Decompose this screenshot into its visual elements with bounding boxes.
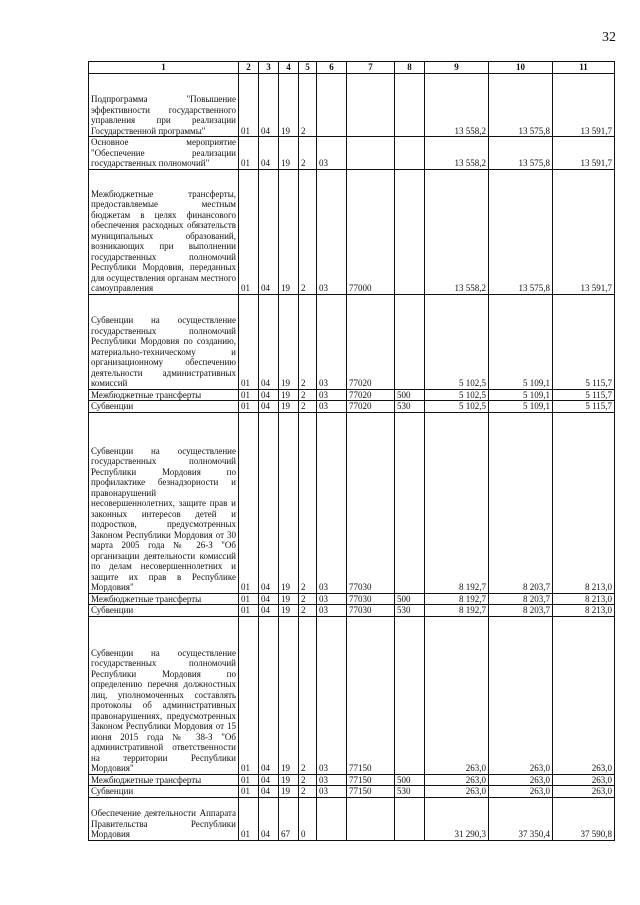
- cell-direction: 77150: [347, 786, 395, 798]
- cell-direction: 77020: [347, 294, 395, 389]
- row-name: Обеспечение деятельности Аппарата Правительства Республики Мордовия: [89, 797, 239, 840]
- budget-table: [88, 61, 615, 841]
- cell-section: 01: [239, 74, 259, 137]
- cell-expense-type: [395, 412, 425, 593]
- cell-subsection: 04: [259, 412, 279, 593]
- cell-expense-type: 500: [395, 593, 425, 605]
- cell-direction: [347, 797, 395, 840]
- cell-subprogram: 2: [299, 294, 317, 389]
- cell-amount-3: 13 591,7: [553, 137, 615, 170]
- col-header-10: 10: [489, 62, 553, 74]
- table-row: [89, 137, 615, 170]
- cell-direction: 77030: [347, 605, 395, 617]
- cell-direction: 77150: [347, 616, 395, 774]
- cell-amount-2: 263,0: [489, 616, 553, 774]
- col-header-9: 9: [425, 62, 489, 74]
- cell-expense-type: [395, 137, 425, 170]
- cell-direction: 77020: [347, 401, 395, 413]
- col-header-7: 7: [347, 62, 395, 74]
- cell-program: 67: [279, 797, 299, 840]
- cell-amount-3: 8 213,0: [553, 605, 615, 617]
- cell-amount-1: 8 192,7: [425, 412, 489, 593]
- cell-section: 01: [239, 786, 259, 798]
- table-row: [89, 786, 615, 798]
- col-header-4: 4: [279, 62, 299, 74]
- cell-amount-2: 8 203,7: [489, 593, 553, 605]
- cell-program: 19: [279, 169, 299, 294]
- cell-amount-2: 5 109,1: [489, 389, 553, 401]
- cell-expense-type: 530: [395, 605, 425, 617]
- cell-direction: [347, 74, 395, 137]
- cell-subprogram: 2: [299, 786, 317, 798]
- cell-subsection: 04: [259, 774, 279, 786]
- row-name: Межбюджетные трансферты: [89, 593, 239, 605]
- cell-section: 01: [239, 169, 259, 294]
- cell-amount-3: 8 213,0: [553, 593, 615, 605]
- cell-direction: [347, 137, 395, 170]
- table-row: [89, 294, 615, 389]
- cell-amount-3: 13 591,7: [553, 169, 615, 294]
- row-name: Межбюджетные трансферты: [89, 774, 239, 786]
- cell-program: 19: [279, 294, 299, 389]
- table-row: [89, 74, 615, 137]
- cell-amount-3: 8 213,0: [553, 412, 615, 593]
- cell-expense-type: 530: [395, 786, 425, 798]
- cell-expense-type: 500: [395, 389, 425, 401]
- cell-section: 01: [239, 294, 259, 389]
- table-row: [89, 389, 615, 401]
- cell-measure: [317, 797, 347, 840]
- cell-program: 19: [279, 74, 299, 137]
- cell-amount-2: 13 575,8: [489, 137, 553, 170]
- cell-section: 01: [239, 616, 259, 774]
- cell-measure: 03: [317, 616, 347, 774]
- cell-amount-2: 37 350,4: [489, 797, 553, 840]
- cell-subprogram: 2: [299, 401, 317, 413]
- cell-amount-2: 8 203,7: [489, 605, 553, 617]
- cell-program: 19: [279, 605, 299, 617]
- cell-section: 01: [239, 774, 259, 786]
- cell-expense-type: [395, 616, 425, 774]
- cell-subsection: 04: [259, 389, 279, 401]
- cell-amount-3: 5 115,7: [553, 389, 615, 401]
- cell-direction: 77150: [347, 774, 395, 786]
- cell-amount-1: 13 558,2: [425, 74, 489, 137]
- cell-section: 01: [239, 401, 259, 413]
- cell-direction: 77030: [347, 593, 395, 605]
- row-name: Субвенции на осуществление государственных полномочий Республики Мордовия по профилактике безнадзорности и правонарушений несовершеннолетних, защите прав и законных интересов детей и подростков, предусмотренных Законом Республики Мордовия от 30 марта 2005 года № 26-З "Об организации деятельности комиссий по делам несовершеннолетних и защите их прав в Республике Мордовия": [89, 412, 239, 593]
- cell-program: 19: [279, 616, 299, 774]
- row-name: Субвенции: [89, 605, 239, 617]
- col-header-3: 3: [259, 62, 279, 74]
- cell-amount-1: 5 102,5: [425, 389, 489, 401]
- cell-amount-2: 13 575,8: [489, 74, 553, 137]
- cell-direction: 77020: [347, 389, 395, 401]
- cell-amount-1: 263,0: [425, 774, 489, 786]
- cell-measure: 03: [317, 294, 347, 389]
- cell-subsection: 04: [259, 137, 279, 170]
- row-name: Субвенции на осуществление государственных полномочий Республики Мордовия по созданию, материально-техническому и организационному обеспечению деятельности административных комиссий: [89, 294, 239, 389]
- cell-program: 19: [279, 593, 299, 605]
- cell-amount-1: 13 558,2: [425, 137, 489, 170]
- table-row: [89, 605, 615, 617]
- row-name: Субвенции: [89, 786, 239, 798]
- cell-expense-type: [395, 797, 425, 840]
- cell-subsection: 04: [259, 605, 279, 617]
- cell-subprogram: 2: [299, 389, 317, 401]
- table-row: [89, 412, 615, 593]
- cell-subprogram: 0: [299, 797, 317, 840]
- col-header-1: 1: [89, 62, 239, 74]
- cell-amount-3: 5 115,7: [553, 401, 615, 413]
- cell-measure: 03: [317, 389, 347, 401]
- cell-direction: 77000: [347, 169, 395, 294]
- cell-subsection: 04: [259, 797, 279, 840]
- cell-amount-1: 263,0: [425, 616, 489, 774]
- cell-direction: 77030: [347, 412, 395, 593]
- row-name: Межбюджетные трансферты, предоставляемые местным бюджетам в целях финансового обеспечения расходных обязательств муниципальных образований, возникающих при выполнении государственных полномочий Республики Мордовия, переданных для осуществления органам местного самоуправления: [89, 169, 239, 294]
- row-name: Подпрограмма "Повышение эффективности государственного управления при реализации Государственной программы": [89, 74, 239, 137]
- cell-measure: 03: [317, 169, 347, 294]
- cell-section: 01: [239, 412, 259, 593]
- cell-amount-1: 31 290,3: [425, 797, 489, 840]
- cell-amount-2: 5 109,1: [489, 294, 553, 389]
- col-header-11: 11: [553, 62, 615, 74]
- row-name: Основное мероприятие "Обеспечение реализации государственных полномочий": [89, 137, 239, 170]
- cell-measure: 03: [317, 786, 347, 798]
- col-header-5: 5: [299, 62, 317, 74]
- page-number: 32: [602, 30, 616, 45]
- cell-subprogram: 2: [299, 616, 317, 774]
- table-row: [89, 616, 615, 774]
- cell-amount-2: 8 203,7: [489, 412, 553, 593]
- cell-subsection: 04: [259, 169, 279, 294]
- cell-section: 01: [239, 137, 259, 170]
- cell-measure: 03: [317, 593, 347, 605]
- cell-section: 01: [239, 605, 259, 617]
- cell-amount-3: 13 591,7: [553, 74, 615, 137]
- table-row: [89, 169, 615, 294]
- cell-measure: 03: [317, 401, 347, 413]
- cell-section: 01: [239, 797, 259, 840]
- row-name: Субвенции на осуществление государственных полномочий Республики Мордовия по определению перечня должностных лиц, уполномоченных составлять протоколы об административных правонарушениях, предусмотренных Законом Республики Мордовия от 15 июня 2015 года № 38-З "Об административной ответственности на территории Республики Мордовия": [89, 616, 239, 774]
- cell-subsection: 04: [259, 74, 279, 137]
- cell-section: 01: [239, 389, 259, 401]
- table-row: [89, 774, 615, 786]
- cell-subprogram: 2: [299, 412, 317, 593]
- cell-amount-2: 263,0: [489, 786, 553, 798]
- cell-subprogram: 2: [299, 169, 317, 294]
- cell-amount-1: 8 192,7: [425, 593, 489, 605]
- table-row: [89, 401, 615, 413]
- cell-program: 19: [279, 786, 299, 798]
- col-header-2: 2: [239, 62, 259, 74]
- cell-subsection: 04: [259, 593, 279, 605]
- cell-section: 01: [239, 593, 259, 605]
- cell-amount-2: 5 109,1: [489, 401, 553, 413]
- cell-expense-type: 500: [395, 774, 425, 786]
- header-row: [89, 62, 615, 74]
- table-body: [89, 74, 615, 841]
- cell-amount-3: 37 590,8: [553, 797, 615, 840]
- table-row: [89, 593, 615, 605]
- cell-subsection: 04: [259, 294, 279, 389]
- cell-program: 19: [279, 412, 299, 593]
- cell-program: 19: [279, 401, 299, 413]
- cell-amount-1: 8 192,7: [425, 605, 489, 617]
- cell-subsection: 04: [259, 616, 279, 774]
- cell-measure: 03: [317, 605, 347, 617]
- cell-program: 19: [279, 389, 299, 401]
- cell-subsection: 04: [259, 786, 279, 798]
- cell-measure: 03: [317, 137, 347, 170]
- cell-expense-type: [395, 169, 425, 294]
- cell-subprogram: 2: [299, 774, 317, 786]
- cell-expense-type: 530: [395, 401, 425, 413]
- cell-amount-3: 263,0: [553, 774, 615, 786]
- cell-amount-1: 5 102,5: [425, 401, 489, 413]
- cell-measure: [317, 74, 347, 137]
- cell-subprogram: 2: [299, 605, 317, 617]
- cell-amount-2: 13 575,8: [489, 169, 553, 294]
- cell-subprogram: 2: [299, 593, 317, 605]
- col-header-8: 8: [395, 62, 425, 74]
- cell-amount-1: 13 558,2: [425, 169, 489, 294]
- cell-expense-type: [395, 294, 425, 389]
- col-header-6: 6: [317, 62, 347, 74]
- cell-amount-3: 263,0: [553, 786, 615, 798]
- cell-measure: 03: [317, 774, 347, 786]
- cell-subprogram: 2: [299, 137, 317, 170]
- cell-amount-3: 5 115,7: [553, 294, 615, 389]
- cell-subsection: 04: [259, 401, 279, 413]
- cell-amount-2: 263,0: [489, 774, 553, 786]
- row-name: Субвенции: [89, 401, 239, 413]
- cell-amount-1: 263,0: [425, 786, 489, 798]
- cell-subprogram: 2: [299, 74, 317, 137]
- cell-amount-1: 5 102,5: [425, 294, 489, 389]
- table-row: [89, 797, 615, 840]
- cell-measure: 03: [317, 412, 347, 593]
- cell-expense-type: [395, 74, 425, 137]
- cell-amount-3: 263,0: [553, 616, 615, 774]
- cell-program: 19: [279, 774, 299, 786]
- cell-program: 19: [279, 137, 299, 170]
- row-name: Межбюджетные трансферты: [89, 389, 239, 401]
